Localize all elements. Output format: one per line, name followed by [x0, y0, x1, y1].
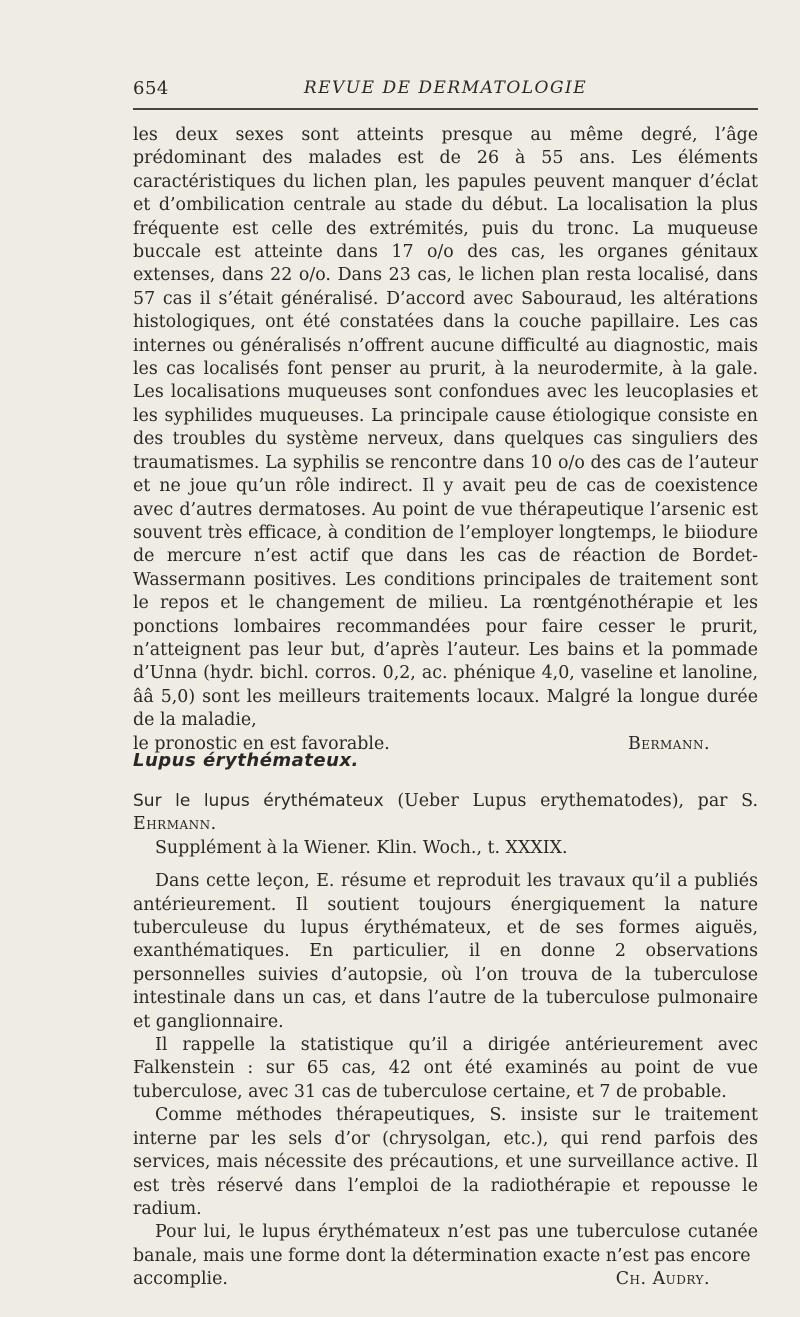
body-paragraph: les deux sexes sont atteints presque au même degré, l’âge prédominant des malades est de 26 à 55 ans. Les éléments caractéristiques du lichen plan, les papules peuvent manquer d’éclat et d’ombilication centrale au stade du début. La localisation la plus fréquente est celle des extrémités, puis du tronc. La muqueuse buccale est atteinte dans 17 o/o des cas, les organes génitaux extenses, dans 22 o/o. Dans 23 cas, le lichen plan resta localisé, dans 57 cas il s’était généralisé. D’accord avec Sabouraud, les altérations histologiques, ont été constatées dans la couche papillaire. Les cas internes ou généralisés n’offrent aucune difficulté au diagnostic, mais les cas localisés font penser au prurit, à la neurodermite, à la gale. Les localisations muqueuses sont confondues avec les leucoplasies et les syphilides muqueuses. La principale cause étiologique consiste en des troubles du système nerveux, dans quelques cas singuliers des traumatismes. La syphilis se rencontre dans 10 o/o des cas de l’auteur et ne joue qu’un rôle indirect. Il y avait peu de cas de coexistence avec d’autres dermatoses. Au point de vue thérapeutique l’arsenic est souvent très efficace, à condition de l’employer longtemps, le biiodure de mercure n’est actif que dans les cas de réaction de Bordet-Wassermann positives. Les conditions principales de traitement sont le repos et le changement de milieu. La rœntgénothérapie et les ponctions lombaires recommandées pour faire cesser le prurit, n’atteignent pas leur but, d’après l’auteur. Les bains et la pommade d’Unna (hydr. bichl. corros. 0,2, ac. phénique 4,0, vaseline et lanoline, ââ 5,0) sont les meilleurs traitements locaux. Malgré la longue durée de la maladie, — [133, 125, 758, 731]
section-heading: Lupus érythémateux. — [133, 750, 359, 771]
review-text-bermann — [133, 124, 758, 756]
closing-text: le pronostic en est favorable. — [133, 733, 390, 754]
article-source: Supplément à la Wiener. Klin. Woch., t. XXXIX. — [155, 837, 568, 858]
article-paragraph-final: Pour lui, le lupus érythémateux n’est pas une tuberculose cutanée banale, mais une forme dont la détermination exacte n’est pas encore — [133, 1222, 758, 1266]
article-lupus — [133, 790, 758, 1292]
page-header — [133, 78, 758, 110]
article-paragraph: Dans cette leçon, E. résume et reproduit les travaux qu’il a publiés antérieurement. Il soutient toujours énergiquement la nature tuberculeuse du lupus érythémateux, et de ses formes aiguës, exanthématiques. En particulier, il en donne 2 observations personnelles suivies d’autopsie, où l’on trouva de la tuberculose intestinale dans un cas, et dans l’autre de la tuberculose pulmonaire et ganglionnaire. — [133, 871, 758, 1032]
article-title-line — [133, 790, 758, 837]
article-closing-text: accomplie. — [133, 1269, 228, 1290]
article-author: Ehrmann. — [133, 814, 217, 835]
author-signature: Bermann. — [627, 733, 710, 754]
article-title: Sur le lupus érythémateux — [133, 791, 384, 811]
article-title-rest: (Ueber Lupus erythematodes), par S. — [397, 791, 758, 811]
page-number: 654 — [133, 78, 169, 99]
article-signature: Ch. Audry. — [615, 1269, 710, 1290]
article-paragraph: Il rappelle la statistique qu’il a dirigée antérieurement avec Falkenstein : sur 65 cas, 42 ont été examinés au point de vue tuberculose, avec 31 cas de tuberculose certaine, et 7 de probable. — [133, 1035, 758, 1102]
article-paragraph: Comme méthodes thérapeutiques, S. insiste sur le traitement interne par les sels d’or (chrysolgan, etc.), qui rend parfois des services, mais nécessite des précautions, et une surveillance active. Il est très réservé dans l’emploi de la radiothérapie et repousse le radium. — [133, 1105, 758, 1219]
running-title: REVUE DE DERMATOLOGIE — [303, 78, 588, 98]
article-closing-line — [133, 1268, 758, 1291]
